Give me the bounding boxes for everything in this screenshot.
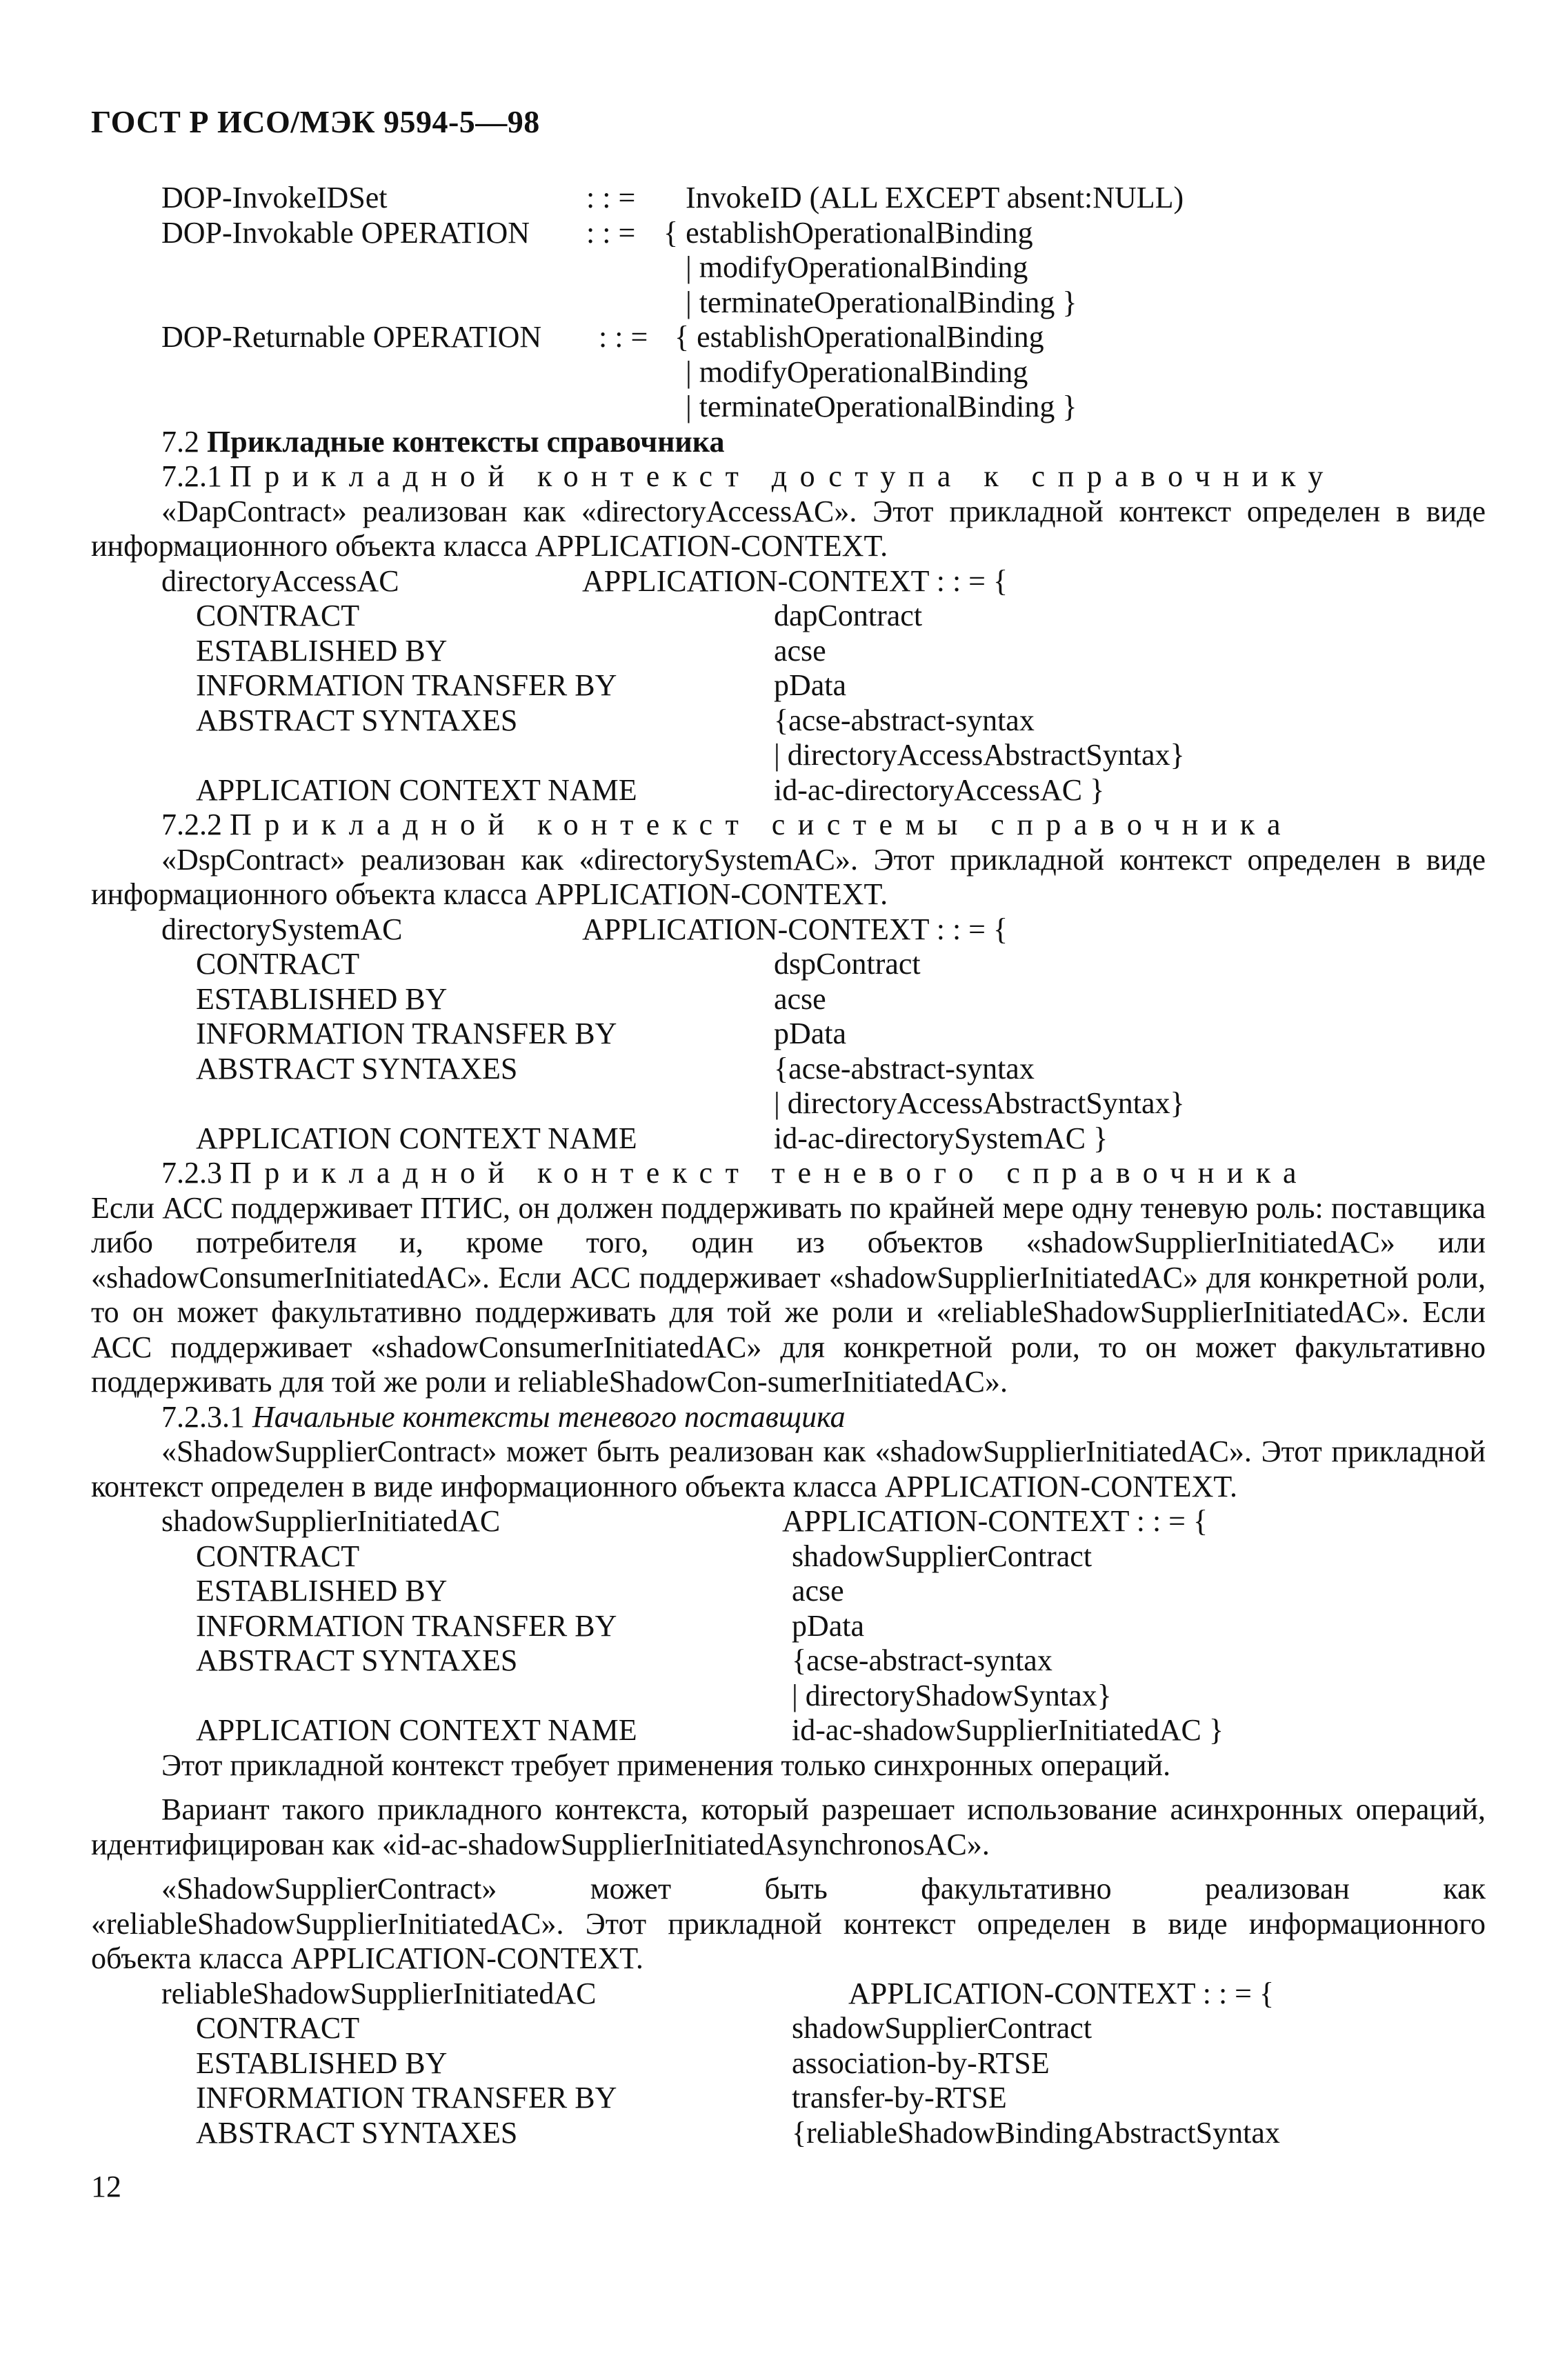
asn1-head-row — [91, 912, 1486, 948]
asn1-def-name: shadowSupplierInitiatedAC — [161, 1504, 501, 1538]
asn1-value: | directoryAccessAbstractSyntax} — [774, 1086, 1185, 1120]
asn1-row — [91, 947, 1486, 982]
asn1-field: ESTABLISHED BY — [196, 1574, 448, 1608]
asn1-def-head: APPLICATION-CONTEXT : : = { — [582, 563, 1008, 598]
asn1-definition — [91, 1977, 1486, 2151]
asn1-def-head: APPLICATION-CONTEXT : : = { — [582, 912, 1008, 946]
dop-def-assign: : : = — [599, 320, 648, 354]
dop-def-value: | terminateOperationalBinding } — [686, 390, 1077, 423]
asn1-field: ESTABLISHED BY — [196, 2046, 448, 2080]
asn1-definition — [91, 564, 1486, 808]
asn1-value: {acse-abstract-syntax — [792, 1643, 1052, 1677]
asn1-value: shadowSupplierContract — [792, 1539, 1092, 1573]
asn1-field: INFORMATION TRANSFER BY — [196, 1608, 617, 1643]
dop-def-value: InvokeID (ALL EXCEPT absent:NULL) — [686, 181, 1184, 214]
section-title: Прикладной контекст теневого справочника — [230, 1156, 1310, 1190]
asn1-row — [91, 1643, 1486, 1679]
asn1-def-name: reliableShadowSupplierInitiatedAC — [161, 1976, 597, 2010]
page-number: 12 — [91, 2170, 121, 2203]
section-heading-7-2 — [91, 425, 1486, 460]
dop-def-row — [91, 181, 1486, 216]
asn1-value: pData — [774, 1017, 847, 1050]
section-number: 7.2 — [161, 424, 199, 459]
asn1-value: pData — [774, 668, 847, 702]
asn1-row — [91, 703, 1486, 739]
asn1-field: CONTRACT — [196, 599, 360, 632]
asn1-row — [91, 1679, 1486, 1714]
dop-def-value: { establishOperationalBinding — [663, 215, 1033, 250]
asn1-row — [91, 1609, 1486, 1644]
asn1-row — [91, 1052, 1486, 1087]
asn1-field: APPLICATION CONTEXT NAME — [196, 1713, 637, 1747]
paragraph: Если АСС поддерживает ПТИС, он должен поддерживать по крайней мере одну теневую роль: поставщика либо потребителя и, кроме того, один из объектов «shadowSupplierInitiatedAC» или «shadowConsumerInitiatedAC». Если АСС поддерживает «shadowSupplierInitiatedAC» для конкретной роли, то он может факультативно поддерживать для той же роли и «reliableShadowSupplierInitiatedAC». Если АСС поддерживает «shadowConsumerInitiatedAC» для конкретной роли, то он может факультативно поддерживать для той же роли и reliableShadowCon-sumerInitiatedAC». — [91, 1190, 1486, 1399]
section-heading-7-2-1 — [91, 459, 1486, 494]
asn1-row — [91, 2081, 1486, 2116]
asn1-field: INFORMATION TRANSFER BY — [196, 1017, 617, 1050]
asn1-value: {acse-abstract-syntax — [774, 1051, 1035, 1086]
asn1-value: {acse-abstract-syntax — [774, 703, 1035, 737]
asn1-row — [91, 1574, 1486, 1609]
asn1-field: CONTRACT — [196, 1539, 360, 1573]
section-title: Прикладные контексты справочника — [207, 424, 725, 459]
section-number: 7.2.3 — [161, 1156, 222, 1190]
asn1-value: association-by-RTSE — [792, 2046, 1050, 2080]
paragraph: «DspContract» реализован как «directorySystemAC». Этот прикладной контекст определен в виде информационного объекта класса APPLICATION-CONTEXT. — [91, 842, 1486, 911]
dop-def-value: | terminateOperationalBinding } — [686, 285, 1077, 319]
dop-def-value: | modifyOperationalBinding — [686, 250, 1028, 284]
section-number: 7.2.3.1 — [161, 1399, 245, 1434]
asn1-field: ESTABLISHED BY — [196, 981, 448, 1016]
asn1-row — [91, 982, 1486, 1017]
paragraph: «ShadowSupplierContract» может быть факультативно реализован как «reliableShadowSupplierInitiatedAC». Этот прикладной контекст определен в виде информационного объекта класса APPLICATION-CONTEXT. — [91, 1872, 1486, 1975]
asn1-field: ABSTRACT SYNTAXES — [196, 2115, 518, 2150]
asn1-value: id-ac-directorySystemAC } — [774, 1121, 1108, 1155]
dop-def-row — [91, 216, 1486, 251]
paragraph: Этот прикладной контекст требует применения только синхронных операций. — [161, 1748, 1171, 1782]
paragraph: Вариант такого прикладного контекста, который разрешает использование асинхронных операций, идентифицирован как «id-ac-shadowSupplierInitiatedAsynchronosAC». — [91, 1792, 1486, 1861]
dop-def-row — [91, 250, 1486, 286]
section-number: 7.2.2 — [161, 808, 222, 841]
document-header: ГОСТ Р ИСО/МЭК 9594-5—98 — [91, 104, 540, 139]
asn1-head-row — [91, 1504, 1486, 1539]
paragraph: «DapContract» реализован как «directoryAccessAC». Этот прикладной контекст определен в виде информационного объекта класса APPLICATION-CONTEXT. — [91, 494, 1486, 563]
asn1-row — [91, 773, 1486, 808]
section-title: Начальные контексты теневого поставщика — [252, 1399, 846, 1434]
asn1-field: APPLICATION CONTEXT NAME — [196, 1121, 637, 1155]
asn1-row — [91, 1713, 1486, 1748]
asn1-head-row — [91, 564, 1486, 599]
asn1-value: dapContract — [774, 599, 923, 632]
dop-def-value: { establishOperationalBinding — [675, 320, 1044, 354]
asn1-row — [91, 599, 1486, 634]
asn1-head-row — [91, 1977, 1486, 2012]
section-heading-7-2-3 — [91, 1156, 1486, 1191]
asn1-row — [91, 2011, 1486, 2046]
asn1-value: id-ac-shadowSupplierInitiatedAC } — [792, 1713, 1224, 1747]
dop-def-name: DOP-Returnable OPERATION — [161, 320, 542, 354]
asn1-def-name: directorySystemAC — [161, 912, 403, 946]
asn1-field: ABSTRACT SYNTAXES — [196, 1051, 518, 1086]
page-content — [91, 181, 1486, 2150]
asn1-definition — [91, 912, 1486, 1157]
asn1-field: CONTRACT — [196, 2011, 360, 2045]
section-title: Прикладной контекст доступа к справочнику — [230, 459, 1336, 493]
dop-def-assign: : : = — [586, 181, 636, 214]
asn1-field: INFORMATION TRANSFER BY — [196, 668, 617, 702]
asn1-value: acse — [792, 1574, 844, 1608]
asn1-value: | directoryShadowSyntax} — [792, 1678, 1112, 1712]
asn1-row — [91, 1086, 1486, 1121]
asn1-row — [91, 2046, 1486, 2081]
asn1-value: acse — [774, 981, 826, 1016]
asn1-def-head: APPLICATION-CONTEXT : : = { — [848, 1976, 1275, 2010]
dop-def-assign: : : = — [586, 215, 636, 250]
asn1-field: ABSTRACT SYNTAXES — [196, 1643, 518, 1677]
asn1-row — [91, 1017, 1486, 1052]
asn1-def-name: directoryAccessAC — [161, 563, 399, 598]
asn1-row — [91, 668, 1486, 703]
dop-def-value: | modifyOperationalBinding — [686, 354, 1028, 389]
dop-def-name: DOP-Invokable OPERATION — [161, 215, 530, 250]
section-heading-7-2-3-1 — [91, 1400, 1486, 1435]
asn1-value: acse — [774, 633, 826, 668]
asn1-value: shadowSupplierContract — [792, 2011, 1092, 2045]
asn1-value: transfer-by-RTSE — [792, 2081, 1007, 2114]
dop-def-name: DOP-InvokeIDSet — [161, 181, 388, 214]
asn1-value: dspContract — [774, 947, 921, 981]
asn1-field: CONTRACT — [196, 947, 360, 981]
asn1-field: INFORMATION TRANSFER BY — [196, 2081, 617, 2114]
asn1-row — [91, 1539, 1486, 1574]
dop-def-row — [91, 355, 1486, 390]
dop-definitions — [91, 181, 1486, 425]
asn1-row — [91, 2116, 1486, 2151]
asn1-field: ESTABLISHED BY — [196, 633, 448, 668]
asn1-row — [91, 634, 1486, 669]
section-title: Прикладной контекст системы справочника — [230, 808, 1294, 841]
asn1-value: id-ac-directoryAccessAC } — [774, 772, 1105, 807]
asn1-value: | directoryAccessAbstractSyntax} — [774, 738, 1185, 772]
dop-def-row — [91, 286, 1486, 321]
dop-def-row — [91, 320, 1486, 355]
asn1-field: APPLICATION CONTEXT NAME — [196, 772, 637, 807]
section-number: 7.2.1 — [161, 459, 222, 493]
dop-def-row — [91, 390, 1486, 425]
asn1-def-head: APPLICATION-CONTEXT : : = { — [782, 1504, 1208, 1538]
asn1-field: ABSTRACT SYNTAXES — [196, 703, 518, 737]
paragraph: «ShadowSupplierContract» может быть реализован как «shadowSupplierInitiatedAC». Этот прикладной контекст определен в виде информационного объекта класса APPLICATION-CONTEXT. — [91, 1434, 1486, 1503]
section-heading-7-2-2 — [91, 808, 1486, 843]
asn1-value: {reliableShadowBindingAbstractSyntax — [792, 2115, 1280, 2150]
asn1-value: pData — [792, 1608, 865, 1643]
asn1-definition — [91, 1504, 1486, 1748]
asn1-row — [91, 1121, 1486, 1157]
asn1-row — [91, 738, 1486, 773]
